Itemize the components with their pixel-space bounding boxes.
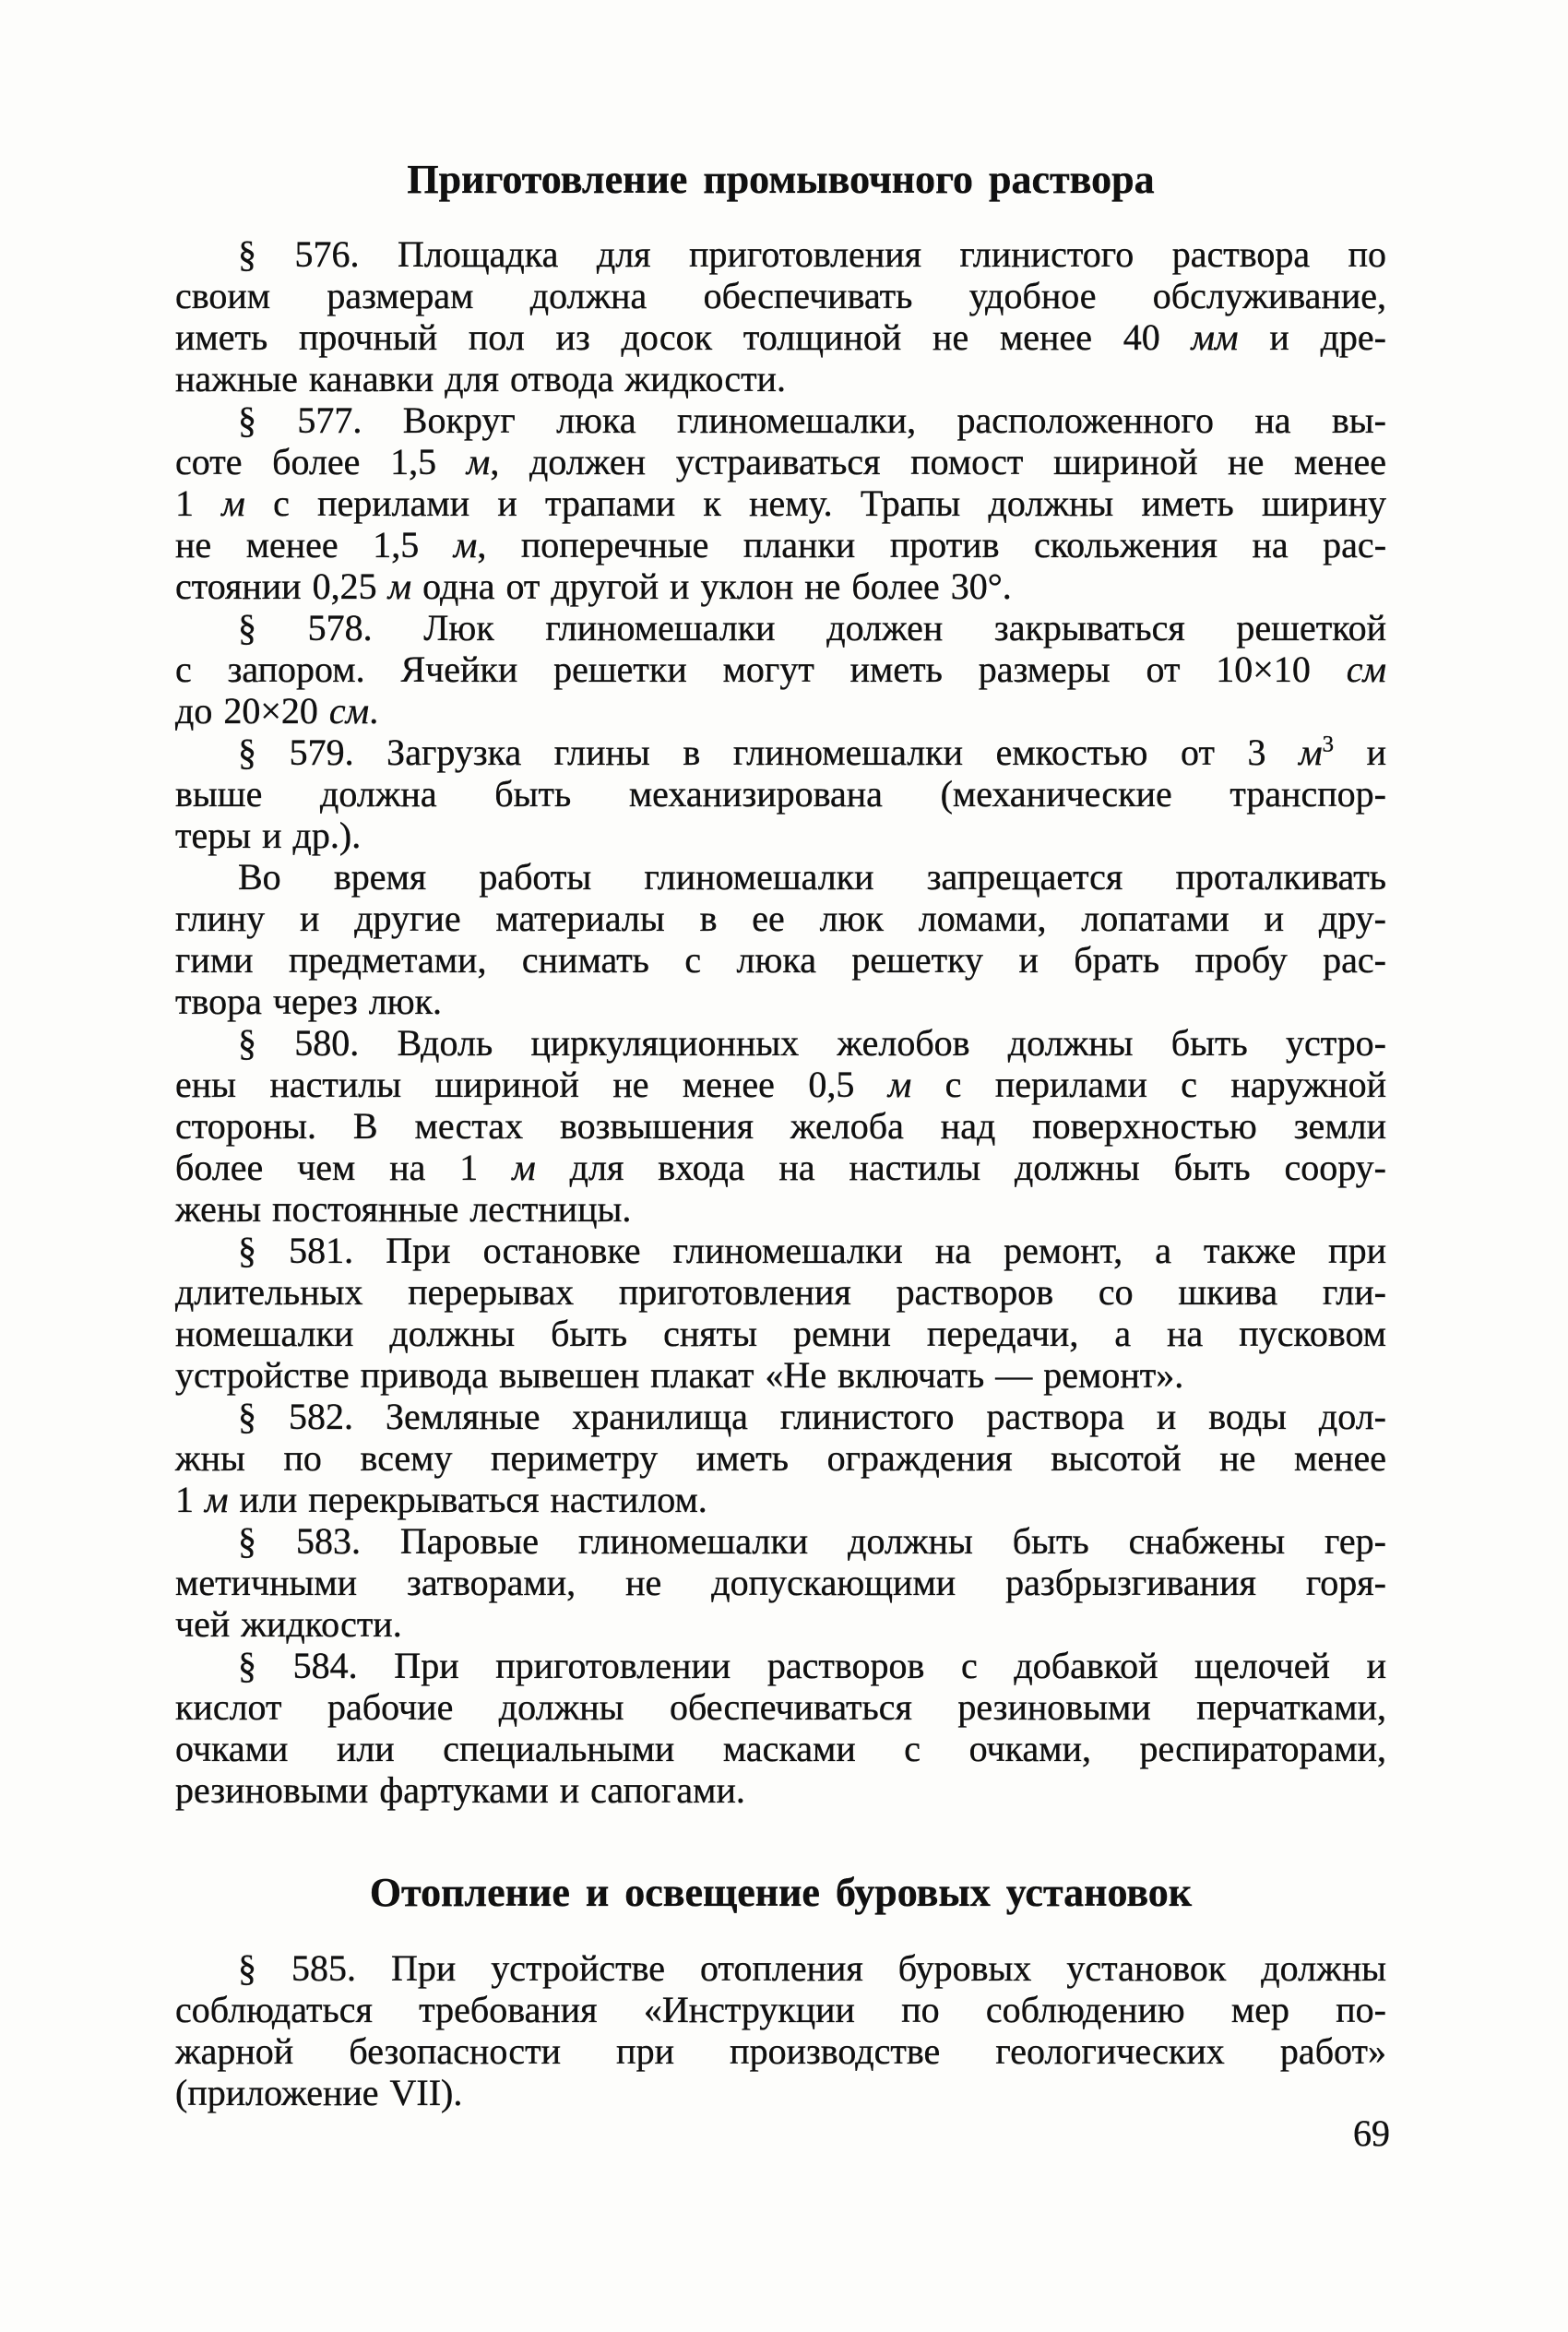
text-line: (приложение VII).	[175, 2072, 463, 2113]
text-line: резиновыми фартуками и сапогами.	[175, 1769, 745, 1811]
text-line: § 576. Площадка для приготовления глинистого раствора по	[238, 233, 1386, 275]
text-line: гими предметами, снимать с люка решетку и брать пробу рас-	[175, 939, 1386, 981]
text-block	[175, 0, 1386, 2113]
text-line: ены настилы шириной не менее 0,5 м с перилами с наружной	[175, 1064, 1386, 1105]
text-line: § 585. При устройстве отопления буровых установок должны	[238, 1947, 1386, 1989]
page-number: 69	[1353, 2112, 1390, 2154]
text-line: чей жидкости.	[175, 1603, 402, 1645]
text-line: жны по всему периметру иметь ограждения высотой не менее	[175, 1437, 1386, 1479]
text-line: не менее 1,5 м, поперечные планки против скольжения на рас-	[175, 524, 1387, 565]
text-line: теры и др.).	[175, 815, 362, 856]
text-line: 1 м с перилами и трапами к нему. Трапы должны иметь ширину	[175, 482, 1386, 524]
text-line: номешалки должны быть сняты ремни передачи, а на пусковом	[175, 1313, 1386, 1354]
section-heading-heating-lighting: Отопление и освещение буровых установок	[369, 1870, 1193, 1915]
text-line: соте более 1,5 м, должен устраиваться помост шириной не менее	[175, 441, 1386, 482]
paragraph	[175, 856, 1386, 1022]
paragraph	[175, 1520, 1386, 1645]
paragraph	[175, 1022, 1386, 1230]
paragraph	[175, 1230, 1386, 1396]
text-line: § 577. Вокруг люка глиномешалки, расположенного на вы-	[238, 399, 1386, 441]
paragraph	[175, 1645, 1386, 1811]
text-line: кислот рабочие должны обеспечиваться резиновыми перчатками,	[175, 1686, 1386, 1728]
paragraph	[175, 399, 1386, 607]
text-line: жарной безопасности при производстве геологических работ»	[175, 2030, 1386, 2072]
section-heading-mud-solution: Приготовление промывочного раствора	[407, 157, 1155, 202]
text-line: очками или специальными масками с очками, респираторами,	[175, 1728, 1386, 1769]
text-line: выше должна быть механизирована (механические транспор-	[175, 773, 1386, 815]
text-line: 1 м или перекрываться настилом.	[175, 1479, 707, 1520]
text-line: твора через люк.	[175, 981, 443, 1022]
paragraph	[175, 1947, 1386, 2113]
text-line: § 581. При остановке глиномешалки на ремонт, а также при	[238, 1230, 1386, 1271]
paragraph	[175, 607, 1386, 732]
paragraph	[175, 732, 1386, 856]
text-line: длительных перерывах приготовления растворов со шкива гли-	[175, 1271, 1386, 1313]
section-body-heating-lighting	[175, 1947, 1386, 2113]
text-line: с запором. Ячейки решетки могут иметь размеры от 10×10 см	[175, 648, 1386, 690]
paragraph	[175, 233, 1386, 399]
text-line: § 583. Паровые глиномешалки должны быть снабжены гер-	[238, 1520, 1386, 1562]
text-line: § 579. Загрузка глины в глиномешалки емкостью от 3 $м^3$ и	[238, 732, 1386, 773]
paragraph	[175, 1396, 1386, 1520]
text-line: стороны. В местах возвышения желоба над поверхностью земли	[175, 1105, 1386, 1147]
text-line: стоянии 0,25 м одна от другой и уклон не более 30°.	[175, 565, 1012, 607]
text-line: устройстве привода вывешен плакат «Не включать — ремонт».	[175, 1354, 1184, 1396]
text-line: § 582. Земляные хранилища глинистого раствора и воды дол-	[238, 1396, 1386, 1437]
text-line: § 580. Вдоль циркуляционных желобов должны быть устро-	[238, 1022, 1386, 1064]
text-line: глину и другие материалы в ее люк ломами, лопатами и дру-	[175, 898, 1386, 939]
text-line: до 20×20 см.	[175, 690, 379, 732]
text-line: Во время работы глиномешалки запрещается проталкивать	[238, 856, 1386, 898]
text-line: § 584. При приготовлении растворов с добавкой щелочей и	[238, 1645, 1386, 1686]
text-line: метичными затворами, не допускающими разбрызгивания горя-	[175, 1562, 1386, 1603]
section-body-mud-solution	[175, 233, 1386, 1811]
text-line: иметь прочный пол из досок толщиной не менее 40 мм и дре-	[175, 316, 1386, 358]
text-line: § 578. Люк глиномешалки должен закрываться решеткой	[238, 607, 1386, 648]
text-line: жены постоянные лестницы.	[175, 1188, 632, 1230]
text-line: нажные канавки для отвода жидкости.	[175, 358, 786, 399]
text-line: своим размерам должна обеспечивать удобное обслуживание,	[175, 275, 1386, 316]
text-line: соблюдаться требования «Инструкции по соблюдению мер по-	[175, 1989, 1386, 2030]
text-line: более чем на 1 м для входа на настилы должны быть соору-	[175, 1147, 1386, 1188]
